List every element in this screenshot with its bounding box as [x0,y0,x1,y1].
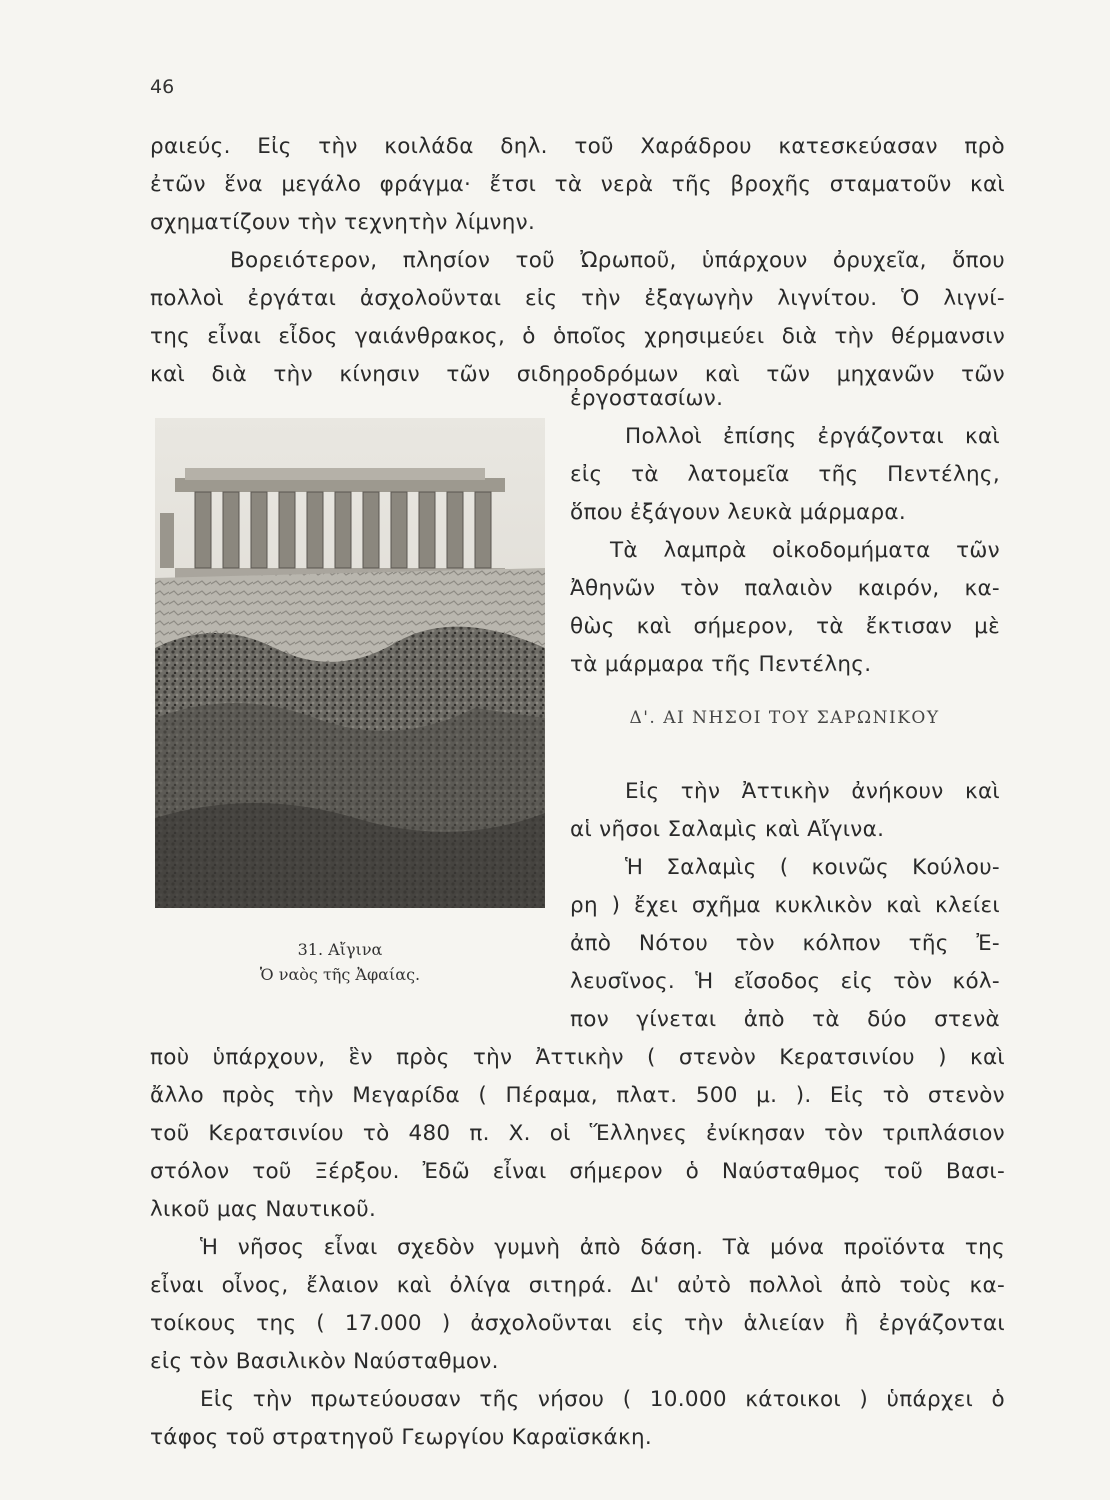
text-line: ραιεύς. Εἰς τὴν κοιλάδα δηλ. τοῦ Χαράδρου κατεσκεύασαν πρὸ [150,134,1005,159]
text-line: λευσῖνος. Ἡ εἴσοδος εἰς τὸν κόλ- [570,969,1000,994]
text-line: ἐτῶν ἕνα μεγάλο φράγμα· ἔτσι τὰ νερὰ τῆς βροχῆς σταματοῦν καὶ [150,172,1005,197]
text-line: Εἰς τὴν πρωτεύουσαν τῆς νήσου ( 10.000 κάτοικοι ) ὑπάρχει ὁ [200,1387,1005,1412]
text-line: Εἰς τὴν Ἀττικὴν ἀνήκουν καὶ [625,779,1000,804]
text-line: τοῦ Κερατσινίου τὸ 480 π. Χ. οἱ Ἕλληνες ἐνίκησαν τὸν τριπλάσιον [150,1121,1005,1146]
text-line: λικοῦ μας Ναυτικοῦ. [150,1197,377,1222]
text-line: πολλοὶ ἐργάται ἀσχολοῦνται εἰς τὴν ἐξαγωγὴν λιγνίτου. Ὁ λιγνί- [150,286,1005,311]
text-line: Τὰ λαμπρὰ οἰκοδομήματα τῶν [610,538,1000,563]
section-title: Δ'. ΑΙ ΝΗΣΟΙ ΤΟΥ ΣΑΡΩΝΙΚΟΥ [629,708,940,728]
temple-photo [155,418,545,908]
text-line: καὶ διὰ τὴν κίνησιν τῶν σιδηροδρόμων καὶ τῶν μηχανῶν τῶν [150,362,1005,387]
text-line: ἐργοστασίων. [570,386,724,411]
figure-caption-number: 31. Αἴγινα [297,940,383,959]
text-line: Ἡ Σαλαμὶς ( κοινῶς Κούλου- [625,855,1000,880]
text-line: εἰς τὰ λατομεῖα τῆς Πεντέλης, [570,462,1000,487]
text-line: ρη ) ἔχει σχῆμα κυκλικὸν καὶ κλείει [570,893,1000,918]
text-line: πον γίνεται ἀπὸ τὰ δύο στενὰ [570,1007,1000,1032]
text-line: στόλον τοῦ Ξέρξου. Ἐδῶ εἶναι σήμερον ὁ Ναύσταθμος τοῦ Βασι- [150,1159,1005,1184]
text-line: εἰς τὸν Βασιλικὸν Ναύσταθμον. [150,1349,499,1374]
figure-caption-text: Ὁ ναὸς τῆς Ἀφαίας. [259,965,421,984]
text-line: Ἡ νῆσος εἶναι σχεδὸν γυμνὴ ἀπὸ δάση. Τὰ μόνα προϊόντα της [200,1235,1005,1260]
text-line: Πολλοὶ ἐπίσης ἐργάζονται καὶ [625,424,1000,449]
text-line: ὅπου ἐξάγουν λευκὰ μάρμαρα. [570,500,907,525]
text-line: Ἀθηνῶν τὸν παλαιὸν καιρόν, κα- [570,576,1000,601]
text-line: Βορειότερον, πλησίον τοῦ Ὠρωποῦ, ὑπάρχουν ὀρυχεῖα, ὅπου [230,248,1005,273]
text-line: της εἶναι εἶδος γαιάνθρακος, ὁ ὁποῖος χρησιμεύει διὰ τὴν θέρμανσιν [150,324,1005,349]
text-line: τοίκους της ( 17.000 ) ἀσχολοῦνται εἰς τὴν ἁλιείαν ἢ ἐργάζονται [150,1311,1005,1336]
text-line: τάφος τοῦ στρατηγοῦ Γεωργίου Καραϊσκάκη. [150,1425,653,1450]
text-line: ἀπὸ Νότου τὸν κόλπον τῆς Ἐ- [570,931,1000,956]
text-line: αἱ νῆσοι Σαλαμὶς καὶ Αἴγινα. [570,817,885,842]
text-line: θὼς καὶ σήμερον, τὰ ἔκτισαν μὲ [570,614,1000,639]
text-line: ποὺ ὑπάρχουν, ἓν πρὸς τὴν Ἀττικὴν ( στενὸν Κερατσινίου ) καὶ [150,1045,1005,1070]
text-line: ἄλλο πρὸς τὴν Μεγαρίδα ( Πέραμα, πλατ. 500 μ. ). Εἰς τὸ στενὸν [150,1083,1005,1108]
page-number: 46 [150,76,175,98]
text-line: εἶναι οἶνος, ἔλαιον καὶ ὀλίγα σιτηρά. Δι' αὐτὸ πολλοὶ ἀπὸ τοὺς κα- [150,1273,1005,1298]
text-line: σχηματίζουν τὴν τεχνητὴν λίμνην. [150,210,536,235]
text-line: τὰ μάρμαρα τῆς Πεντέλης. [570,652,872,677]
